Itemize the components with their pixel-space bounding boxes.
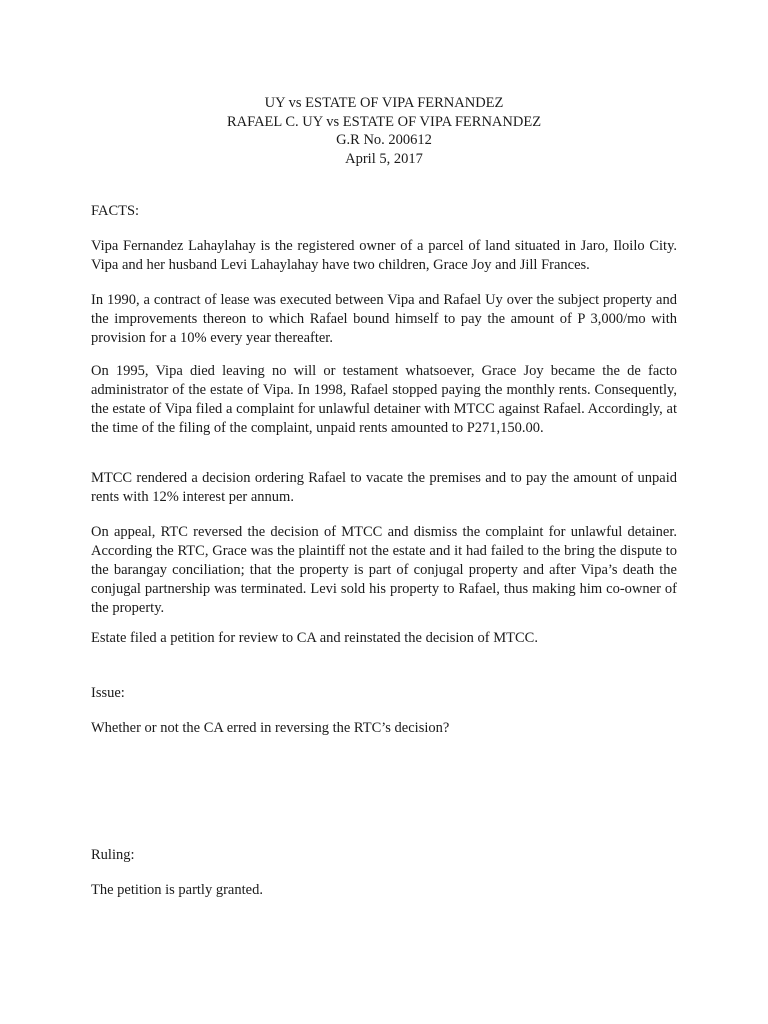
facts-paragraph: Vipa Fernandez Lahaylahay is the registered owner of a parcel of land situated in Jaro, Iloilo City. Vipa and her husband Levi Lahaylahay have two children, Grace Joy and Jill Frances. <box>91 238 677 273</box>
ruling-text-block <box>91 881 677 900</box>
ruling-heading: Ruling: <box>91 847 135 863</box>
facts-paragraph: On appeal, RTC reversed the decision of MTCC and dismiss the complaint for unlawful detainer. According the RTC, Grace was the plaintiff not the estate and it had failed to the bring the dispute to the barangay conciliation; that the property is part of conjugal property and after Vipa’s death the conjugal partnership was terminated. Levi sold his property to Rafael, thus making him co-owner of the property. <box>91 524 677 616</box>
case-parties: RAFAEL C. UY vs ESTATE OF VIPA FERNANDEZ <box>226 113 542 130</box>
facts-heading: FACTS: <box>91 203 140 219</box>
facts-paragraph-1 <box>91 237 677 275</box>
ruling-heading-block <box>91 846 677 865</box>
facts-paragraph: MTCC rendered a decision ordering Rafael to vacate the premises and to pay the amount of unpaid rents with 12% interest per annum. <box>91 470 677 505</box>
issue-text-block <box>91 719 677 738</box>
facts-paragraph: Estate filed a petition for review to CA and reinstated the decision of MTCC. <box>91 630 538 646</box>
facts-paragraph-2 <box>91 291 677 348</box>
issue-heading: Issue: <box>91 685 125 701</box>
ruling-text: The petition is partly granted. <box>91 882 263 898</box>
facts-paragraph-6 <box>91 629 677 648</box>
facts-paragraph-4 <box>91 469 677 507</box>
facts-paragraph: In 1990, a contract of lease was executed between Vipa and Rafael Uy over the subject property and the improvements thereon to which Rafael bound himself to pay the amount of P 3,000/mo with provision for a 10% every year thereafter. <box>91 292 677 346</box>
case-header <box>0 94 768 168</box>
issue-text: Whether or not the CA erred in reversing the RTC’s decision? <box>91 720 450 736</box>
facts-paragraph: On 1995, Vipa died leaving no will or testament whatsoever, Grace Joy became the de facto administrator of the estate of Vipa. In 1998, Rafael stopped paying the monthly rents. Consequently, the estate of Vipa filed a complaint for unlawful detainer with MTCC against Rafael. Accordingly, at the time of the filing of the complaint, unpaid rents amounted to P271,150.00. <box>91 363 677 436</box>
case-number: G.R No. 200612 <box>336 132 432 148</box>
facts-paragraph-3 <box>91 362 677 438</box>
facts-paragraph-5 <box>91 523 677 618</box>
case-title: UY vs ESTATE OF VIPA FERNANDEZ <box>264 95 504 111</box>
facts-heading-block <box>91 202 677 221</box>
case-date: April 5, 2017 <box>345 150 423 167</box>
issue-heading-block <box>91 684 677 703</box>
